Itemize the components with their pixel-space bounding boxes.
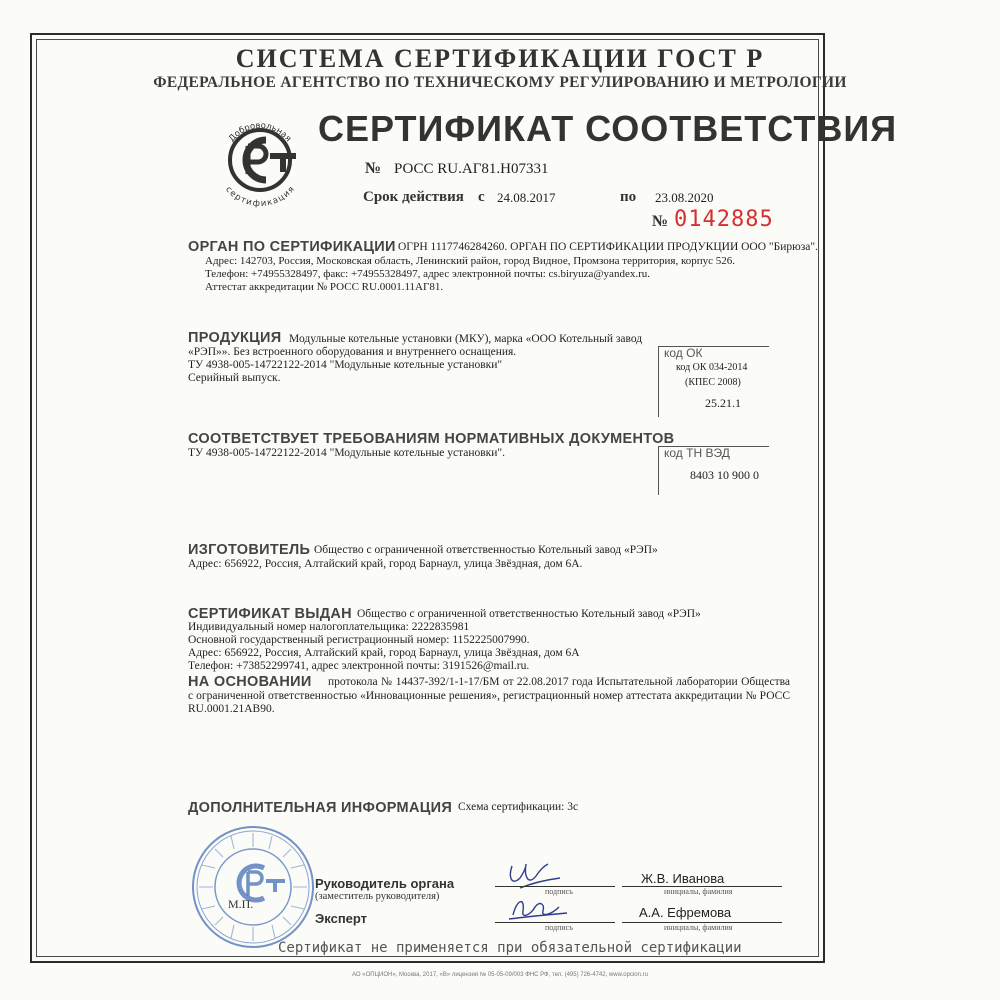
expert-label: Эксперт	[315, 911, 368, 926]
validity-from-label: с	[478, 189, 485, 205]
certificate-title: СЕРТИФИКАТ СООТВЕТСТВИЯ	[318, 108, 898, 149]
stamp-seal-icon	[188, 822, 318, 952]
ok-code-line-1: код ОК 034-2014	[676, 362, 748, 373]
expert-signature-caption: подпись	[545, 923, 573, 932]
ok-code-line-2: (КПЕС 2008)	[685, 377, 741, 388]
validity-from-date: 24.08.2017	[497, 190, 556, 205]
blank-number-label: №	[652, 213, 669, 230]
blank-serial-number: 0142885	[674, 207, 774, 232]
organ-heading: ОРГАН ПО СЕРТИФИКАЦИИ	[188, 239, 396, 255]
validity-to-date: 23.08.2020	[655, 190, 714, 205]
expert-name: А.А. Ефремова	[639, 905, 732, 920]
head-sublabel: (заместитель руководителя)	[315, 891, 440, 902]
issued-line-1: Общество с ограниченной ответственностью Котельный завод «РЭП»	[357, 608, 701, 620]
printer-imprint: АО «ОПЦИОН», Москва, 2017, «В» лицензия № 05-05-09/003 ФНС РФ, тел. (495) 726-4742, www.opcion.ru	[352, 972, 648, 978]
issued-line-5: Телефон: +73852299741, адрес электронной почты: 3191526@mail.ru.	[188, 660, 530, 672]
organ-line-3: Телефон: +74955328497, факс: +74955328497, адрес электронной почты: cs.biryuza@yandex.ru.	[205, 268, 650, 280]
issued-heading: СЕРТИФИКАТ ВЫДАН	[188, 606, 352, 622]
issued-line-3: Основной государственный регистрационный номер: 1152225007990.	[188, 634, 530, 646]
basis-heading: НА ОСНОВАНИИ	[188, 674, 312, 690]
product-line-4: Серийный выпуск.	[188, 372, 281, 384]
organ-line-4: Аттестат аккредитации № РОСС RU.0001.11АГ81.	[205, 281, 444, 293]
system-title: СИСТЕМА СЕРТИФИКАЦИИ ГОСТ Р	[235, 44, 765, 73]
organ-stamp	[188, 822, 318, 952]
product-line-3: ТУ 4938-005-14722122-2014 "Модульные котельные установки"	[188, 359, 503, 371]
manufacturer-heading: ИЗГОТОВИТЕЛЬ	[188, 542, 311, 558]
product-heading: ПРОДУКЦИЯ	[188, 330, 282, 346]
footer-note: Сертификат не применяется при обязательной сертификации	[278, 940, 742, 956]
head-label: Руководитель органа	[315, 876, 455, 891]
logo-bottom-text: сертификация	[223, 184, 297, 208]
ok-code-label: код ОК	[664, 346, 703, 360]
tnved-code-value: 8403 10 900 0	[690, 468, 759, 482]
organ-line-2: Адрес: 142703, Россия, Московская область, Ленинский район, город Видное, Промзона территория, корпус 526.	[205, 255, 736, 267]
manufacturer-line-1: Общество с ограниченной ответственностью Котельный завод «РЭП»	[314, 544, 658, 556]
conformity-heading: СООТВЕТСТВУЕТ ТРЕБОВАНИЯМ НОРМАТИВНЫХ ДОКУМЕНТОВ	[188, 431, 675, 447]
expert-name-caption: инициалы, фамилия	[664, 923, 733, 932]
agency-title: ФЕДЕРАЛЬНОЕ АГЕНТСТВО ПО ТЕХНИЧЕСКОМУ РЕГУЛИРОВАНИЮ И МЕТРОЛОГИИ	[153, 74, 847, 91]
logo-top-text: Добровольная	[227, 120, 294, 145]
gost-logo-icon	[212, 112, 308, 208]
basis-text: протокола № 14437-392/1-1-17/БМ от 22.08.2017 года Испытательной лаборатории Общества с ограниченной ответственностью «Инновационные решения», регистрационный номер аттестата аккредитации № РОСС RU.0001.21АВ90.	[188, 676, 790, 715]
ok-code-value: 25.21.1	[705, 396, 741, 410]
validity-to-label: по	[620, 189, 637, 205]
additional-text: Схема сертификации: 3с	[458, 801, 579, 813]
product-line-2: «РЭП»». Без встроенного оборудования и внутреннего оснащения.	[188, 346, 517, 358]
issued-line-2: Индивидуальный номер налогоплательщика: 2222835981	[188, 621, 470, 633]
expert-signature	[495, 893, 585, 923]
head-name-caption: инициалы, фамилия	[664, 887, 733, 896]
certificate-number: РОСС RU.АГ81.Н07331	[394, 161, 549, 177]
expert-signature-icon	[495, 893, 585, 923]
issued-line-4: Адрес: 656922, Россия, Алтайский край, город Барнаул, улица Звёздная, дом 6А	[188, 647, 580, 659]
additional-heading: ДОПОЛНИТЕЛЬНАЯ ИНФОРМАЦИЯ	[188, 800, 453, 816]
head-signature-caption: подпись	[545, 887, 573, 896]
head-name: Ж.В. Иванова	[641, 871, 725, 886]
product-line-1: Модульные котельные установки (МКУ), марка «ООО Котельный завод	[289, 333, 643, 345]
stamp-mp: М.П.	[228, 897, 254, 911]
organ-line-1: ОГРН 1117746284260. ОРГАН ПО СЕРТИФИКАЦИИ ПРОДУКЦИИ ООО "Бирюза".	[398, 241, 818, 253]
number-label: №	[365, 160, 382, 177]
tnved-code-label: код ТН ВЭД	[664, 446, 730, 460]
gost-r-logo	[212, 112, 308, 208]
validity-label: Срок действия	[363, 189, 464, 205]
conformity-line-1: ТУ 4938-005-14722122-2014 "Модульные котельные установки".	[188, 447, 505, 459]
manufacturer-line-2: Адрес: 656922, Россия, Алтайский край, город Барнаул, улица Звёздная, дом 6А.	[188, 558, 583, 570]
